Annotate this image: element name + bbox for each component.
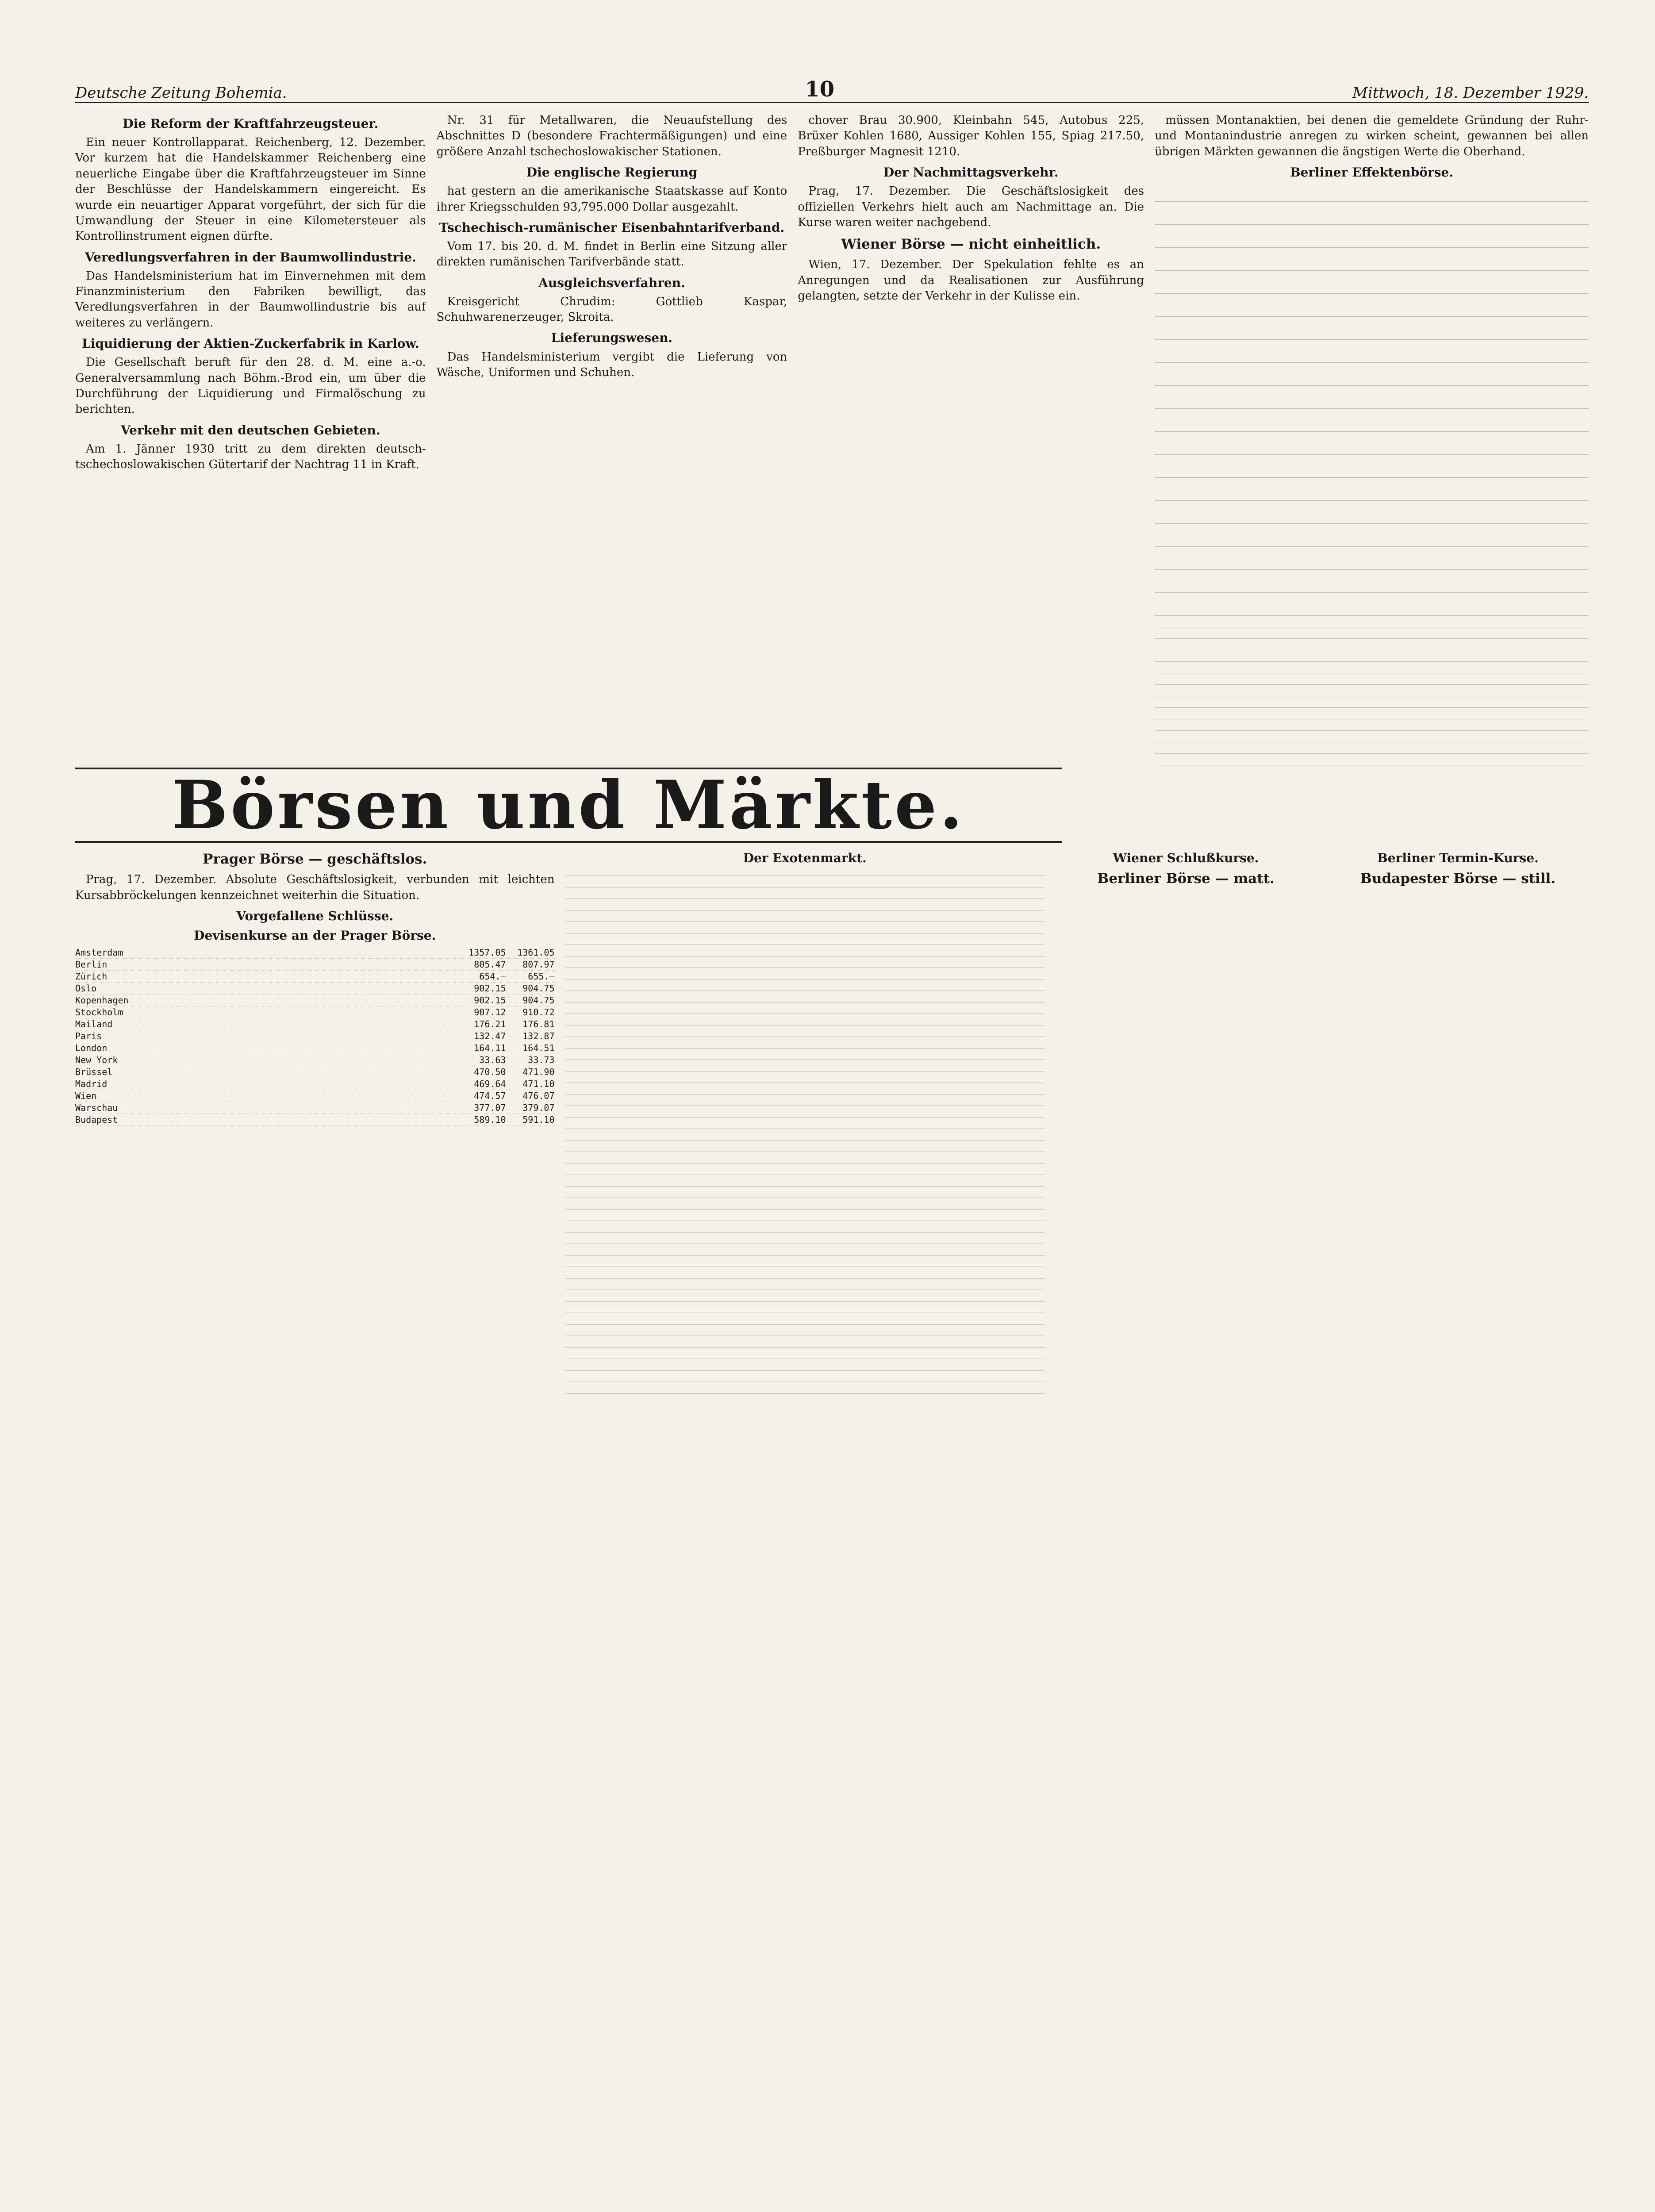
table-row — [75, 1042, 555, 1054]
paragraph: Wien, 17. Dezember. Der Spekulation fehlte es an Anregungen und da Realisationen zur Ausführung gelangten, setzte der Verkehr in der Kulisse ein. — [798, 258, 1144, 303]
paragraph: Ein neuer Kontrollapparat. Reichenberg, 12. Dezember. Vor kurzem hat die Handelskammer Reichenberg eine neuerliche Eingabe über die Kraftfahrzeugsteuer im Sinne der Beschlüsse der Handelskammern eingereicht. Es wurde ein neuartiger Apparat vorgeführt, der sich für die Umwandlung der Steuer in eine Kilometersteuer als Kontrollinstrument eignen dürfte. — [75, 136, 426, 243]
table-cell: 654.— — [479, 971, 506, 982]
table-row — [75, 1102, 555, 1114]
heading-devisen: Devisenkurse an der Prager Börse. — [194, 928, 436, 943]
table-cell: 377.07 — [474, 1102, 506, 1114]
table-filler — [565, 869, 1045, 1400]
column-1 — [75, 113, 426, 768]
page-header — [75, 71, 1589, 103]
table-cell: 902.15 — [474, 995, 506, 1006]
heading-wiener-boerse: Wiener Börse — nicht einheitlich. — [841, 236, 1101, 253]
table-cell: 176.21 — [474, 1019, 506, 1030]
heading-englische-regierung: Die englische Regierung — [526, 165, 698, 180]
table-cell: 904.75 — [522, 995, 555, 1006]
table-cell: 33.73 — [528, 1055, 555, 1066]
paragraph: Prag, 17. Dezember. Die Geschäftslosigkeit des offiziellen Verkehrs hielt auch am Nachmittage an. Die Kurse waren weiter nachgebend. — [798, 184, 1144, 229]
table-cell: 910.72 — [522, 1007, 555, 1018]
table-cell: Paris — [75, 1031, 102, 1042]
table-row — [75, 1018, 555, 1030]
upper-section — [75, 113, 1589, 768]
table-row — [75, 1114, 555, 1126]
table-cell: 474.57 — [474, 1091, 506, 1102]
heading-prager-boerse: Prager Börse — geschäftslos. — [203, 851, 427, 867]
column-2 — [437, 113, 787, 768]
table-cell: 807.97 — [522, 959, 555, 970]
heading-kraftfahrzeugsteuer: Die Reform der Kraftfahrzeugsteuer. — [123, 116, 379, 131]
devisen-table — [75, 947, 555, 1126]
table-cell: 379.07 — [522, 1102, 555, 1114]
table-cell: 805.47 — [474, 959, 506, 970]
table-cell: 176.81 — [522, 1019, 555, 1030]
table-cell: London — [75, 1043, 108, 1054]
table-cell: 589.10 — [474, 1114, 506, 1125]
paragraph: Am 1. Jänner 1930 tritt zu dem direkten deutsch-tschechoslowakischen Gütertarif der Nachtrag 11 in Kraft. — [75, 442, 426, 472]
table-cell: 1357.05 — [468, 947, 506, 958]
table-cell: Mailand — [75, 1019, 113, 1030]
table-cell: Budapest — [75, 1114, 118, 1125]
heading-exotenmarkt: Der Exotenmarkt. — [743, 851, 867, 865]
table-cell: Wien — [75, 1091, 97, 1102]
heading-nachmittag: Der Nachmittagsverkehr. — [883, 165, 1059, 180]
page-number: 10 — [805, 77, 835, 102]
table-cell: 1361.05 — [517, 947, 555, 958]
table-cell: 476.07 — [522, 1091, 555, 1102]
table-row — [75, 947, 555, 959]
heading-lieferung: Lieferungswesen. — [551, 330, 673, 346]
heading-verkehr: Verkehr mit den deutschen Gebieten. — [121, 422, 380, 438]
table-cell: 904.75 — [522, 983, 555, 994]
heading-berliner-effekten: Berliner Effektenbörse. — [1290, 165, 1454, 180]
heading-berliner-boerse: Berliner Börse — matt. — [1097, 871, 1275, 887]
paragraph: Vom 17. bis 20. d. M. findet in Berlin eine Sitzung aller direkten rumänischen Tarifverbände statt. — [436, 239, 787, 269]
table-row — [75, 1078, 555, 1090]
table-cell: 132.47 — [474, 1031, 506, 1042]
heading-schluesse: Vorgefallene Schlüsse. — [236, 908, 394, 923]
table-row — [75, 1090, 555, 1102]
paragraph: Kreisgericht Chrudim: Gottlieb Kaspar, Schuhwarenerzeuger, Skroita. — [436, 295, 787, 324]
section-banner: Börsen und Märkte. — [75, 768, 1062, 843]
header-left: Deutsche Zeitung Bohemia. — [75, 84, 287, 102]
table-cell: Kopenhagen — [75, 995, 129, 1006]
paragraph: Nr. 31 für Metallwaren, die Neuaufstellung des Abschnittes D (besondere Frachtermäßigungen) und eine größere Anzahl tschechoslowakischer Stationen. — [436, 114, 787, 158]
stock-table-filler — [1155, 184, 1589, 768]
table-cell: 902.15 — [474, 983, 506, 994]
table-cell: 471.90 — [522, 1067, 555, 1078]
table-cell: 469.64 — [474, 1079, 506, 1090]
table-cell: 470.50 — [474, 1067, 506, 1078]
table-cell: 33.63 — [479, 1055, 506, 1066]
table-cell: Brüssel — [75, 1067, 113, 1078]
table-cell: Zürich — [75, 971, 108, 982]
table-cell: New York — [75, 1055, 118, 1066]
table-cell: 132.87 — [522, 1031, 555, 1042]
table-cell: 655.— — [528, 971, 555, 982]
heading-budapester: Budapester Börse — still. — [1360, 871, 1556, 887]
table-cell: Stockholm — [75, 1007, 123, 1018]
paragraph: hat gestern an die amerikanische Staatskasse auf Konto ihrer Kriegsschulden 93,795.000 Dollar ausgezahlt. — [436, 184, 787, 214]
table-cell: 471.10 — [522, 1079, 555, 1090]
table-cell: Berlin — [75, 959, 108, 970]
heading-wiener-schluss: Wiener Schlußkurse. — [1113, 851, 1259, 865]
column-3 — [798, 113, 1144, 768]
lower-col-3 — [1055, 847, 1317, 1400]
table-row — [75, 1066, 555, 1078]
column-4 — [1155, 113, 1589, 768]
heading-liquidierung: Liquidierung der Aktien-Zuckerfabrik in Karlow. — [82, 336, 419, 351]
table-row — [75, 995, 555, 1006]
lower-col-2 — [565, 847, 1045, 1400]
paragraph: Das Handelsministerium vergibt die Lieferung von Wäsche, Uniformen und Schuhen. — [436, 350, 787, 379]
paragraph: müssen Montanaktien, bei denen die gemeldete Gründung der Ruhr- und Montanindustrie anregen zu wirken scheint, gewannen bei allen übrigen Märkten gewannen die ängstigen Werte die Oberhand. — [1155, 114, 1589, 158]
heading-eisenbahntarif: Tschechisch-rumänischer Eisenbahntarifverband. — [439, 220, 785, 235]
table-row — [75, 1054, 555, 1066]
paragraph: Die Gesellschaft beruft für den 28. d. M. eine a.-o. Generalversammlung nach Böhm.-Brod ein, um über die Durchführung der Liquidierung und Firmalöschung zu berichten. — [75, 356, 426, 416]
lower-col-1 — [75, 847, 555, 1400]
table-row — [75, 1006, 555, 1018]
table-row — [75, 971, 555, 983]
table-row — [75, 1030, 555, 1042]
paragraph: chover Brau 30.900, Kleinbahn 545, Autobus 225, Brüxer Kohlen 1680, Aussiger Kohlen 155, Spiag 217.50, Preßburger Magnesit 1210. — [798, 114, 1144, 158]
table-cell: Oslo — [75, 983, 97, 994]
table-row — [75, 959, 555, 971]
lower-section — [75, 847, 1589, 1400]
table-cell: 164.51 — [522, 1043, 555, 1054]
paragraph: Das Handelsministerium hat im Einvernehmen mit dem Finanzministerium den Fabriken bewilligt, das Veredlungsverfahren in der Baumwollindustrie bis auf weiteres zu verlängern. — [75, 269, 426, 330]
heading-veredlung: Veredlungsverfahren in der Baumwollindustrie. — [84, 250, 416, 265]
table-cell: Amsterdam — [75, 947, 123, 958]
heading-berliner-termin: Berliner Termin-Kurse. — [1377, 851, 1539, 865]
table-row — [75, 983, 555, 995]
paragraph: Prag, 17. Dezember. Absolute Geschäftslosigkeit, verbunden mit leichten Kursabbröckelungen kennzeichnet weiterhin die Situation. — [75, 873, 555, 902]
lower-col-4 — [1327, 847, 1589, 1400]
table-cell: 591.10 — [522, 1114, 555, 1125]
table-cell: 164.11 — [474, 1043, 506, 1054]
table-cell: 907.12 — [474, 1007, 506, 1018]
heading-ausgleich: Ausgleichsverfahren. — [538, 275, 685, 290]
header-right: Mittwoch, 18. Dezember 1929. — [1352, 84, 1589, 102]
table-cell: Madrid — [75, 1079, 108, 1090]
table-cell: Warschau — [75, 1102, 118, 1114]
